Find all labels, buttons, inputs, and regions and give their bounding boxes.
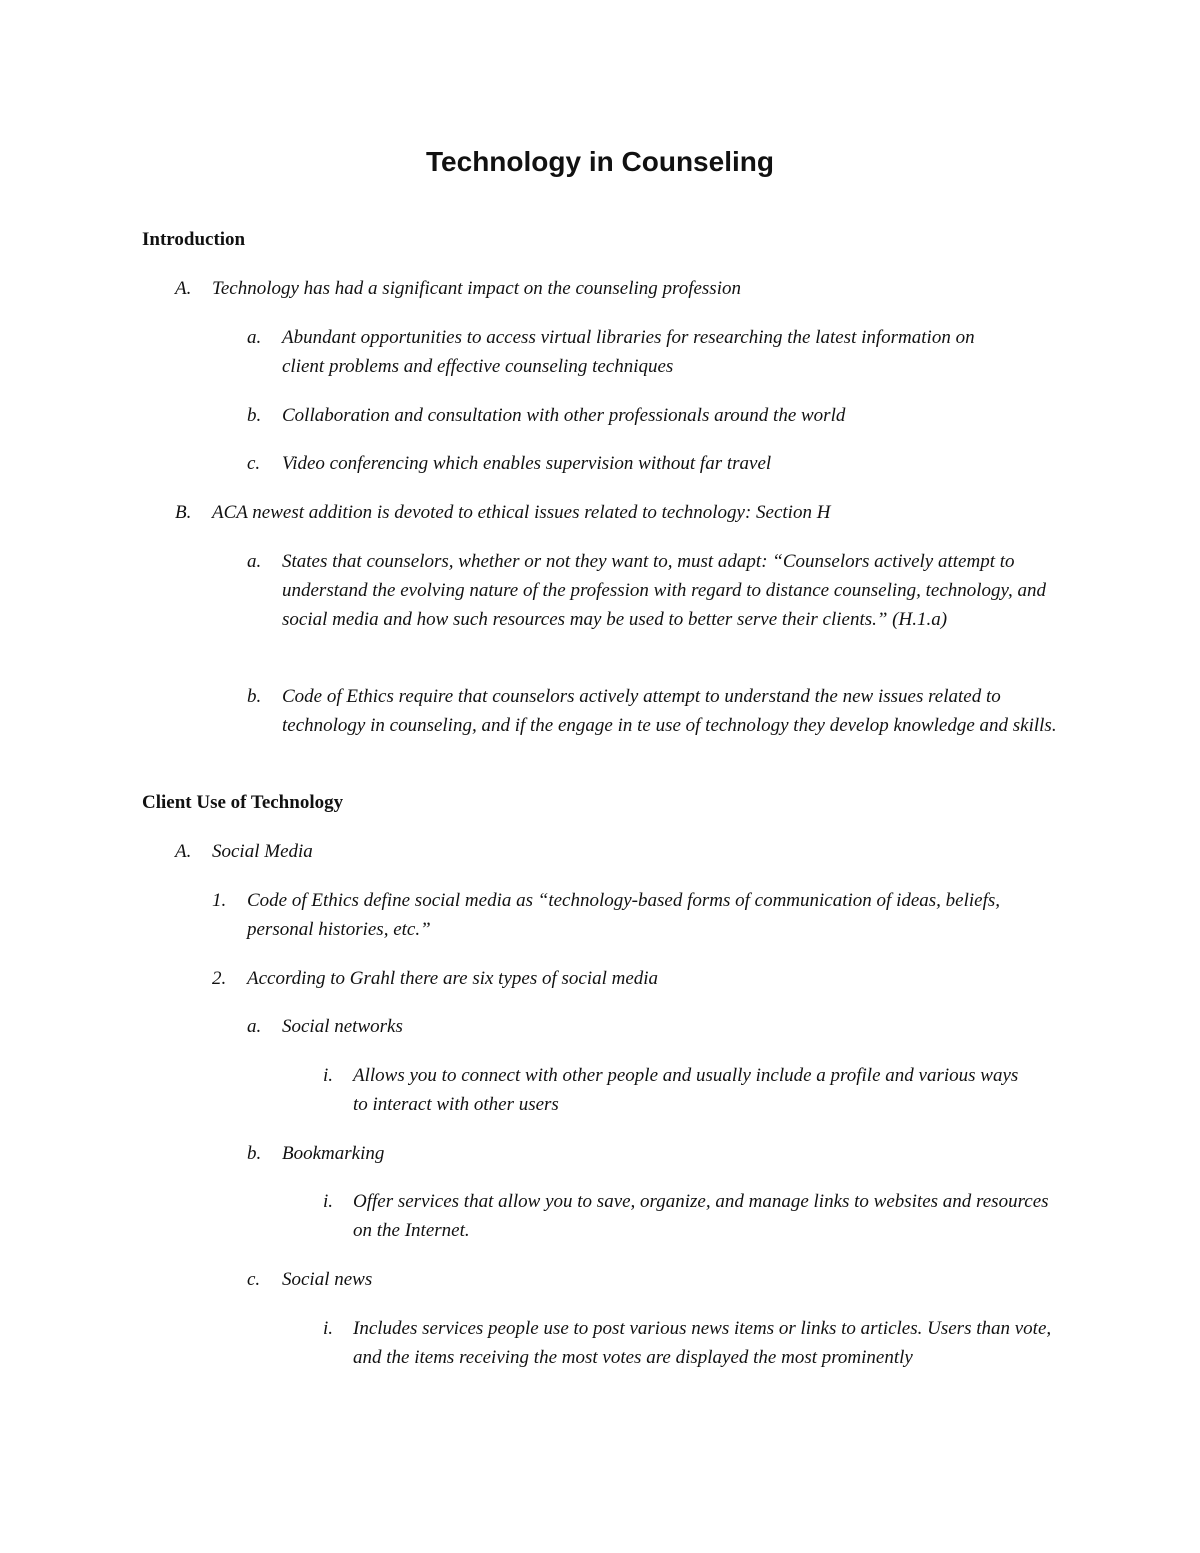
list-marker: a. bbox=[247, 551, 262, 572]
list-marker: B. bbox=[175, 502, 192, 523]
list-marker: b. bbox=[247, 686, 262, 707]
list-item: Includes services people use to post various news items or links to articles. Users than vote, and the items receiving the most votes are displayed the most prominently bbox=[353, 1318, 1052, 1369]
list-item: States that counselors, whether or not they want to, must adapt: “Counselors actively attempt to understand the evolving nature of the profession with regard to distance counseling, technology, and social media and how such resources may be used to better serve their clients.” (H.1.a) bbox=[282, 551, 1046, 631]
list-marker: A. bbox=[175, 278, 192, 299]
list-item: Bookmarking bbox=[282, 1143, 385, 1164]
list-item: Video conferencing which enables supervision without far travel bbox=[282, 453, 772, 474]
list-marker: 1. bbox=[212, 890, 227, 911]
list-marker: c. bbox=[247, 1269, 261, 1290]
list-item: Social networks bbox=[282, 1016, 403, 1037]
list-marker: a. bbox=[247, 1016, 262, 1037]
list-item: Allows you to connect with other people and usually include a profile and various ways to interact with other users bbox=[353, 1065, 1019, 1116]
list-item: Code of Ethics define social media as “technology-based forms of communication of ideas, beliefs, personal histories, etc.” bbox=[247, 890, 1001, 941]
list-marker: b. bbox=[247, 1143, 262, 1164]
list-marker: 2. bbox=[212, 968, 227, 989]
list-item: Abundant opportunities to access virtual libraries for researching the latest information on client problems and effective counseling techniques bbox=[282, 327, 975, 378]
list-item: ACA newest addition is devoted to ethical issues related to technology: Section H bbox=[212, 502, 831, 523]
list-marker: i. bbox=[323, 1191, 334, 1212]
list-item: Collaboration and consultation with other professionals around the world bbox=[282, 405, 846, 426]
list-item: According to Grahl there are six types of social media bbox=[247, 968, 659, 989]
list-marker: i. bbox=[323, 1318, 334, 1339]
list-marker: b. bbox=[247, 405, 262, 426]
list-marker: i. bbox=[323, 1065, 334, 1086]
section-heading-client-use: Client Use of Technology bbox=[142, 792, 344, 813]
list-item: Social Media bbox=[212, 841, 313, 862]
list-marker: A. bbox=[175, 841, 192, 862]
list-item: Offer services that allow you to save, organize, and manage links to websites and resources on the Internet. bbox=[353, 1191, 1049, 1242]
list-marker: c. bbox=[247, 453, 261, 474]
list-marker: a. bbox=[247, 327, 262, 348]
list-item: Technology has had a significant impact on the counseling profession bbox=[212, 278, 741, 299]
list-item: Social news bbox=[282, 1269, 373, 1290]
list-item: Code of Ethics require that counselors actively attempt to understand the new issues related to technology in counseling, and if the engage in te use of technology they develop knowledge and skills. bbox=[282, 686, 1057, 737]
section-heading-introduction: Introduction bbox=[142, 229, 246, 250]
page-title: Technology in Counseling bbox=[426, 146, 774, 177]
